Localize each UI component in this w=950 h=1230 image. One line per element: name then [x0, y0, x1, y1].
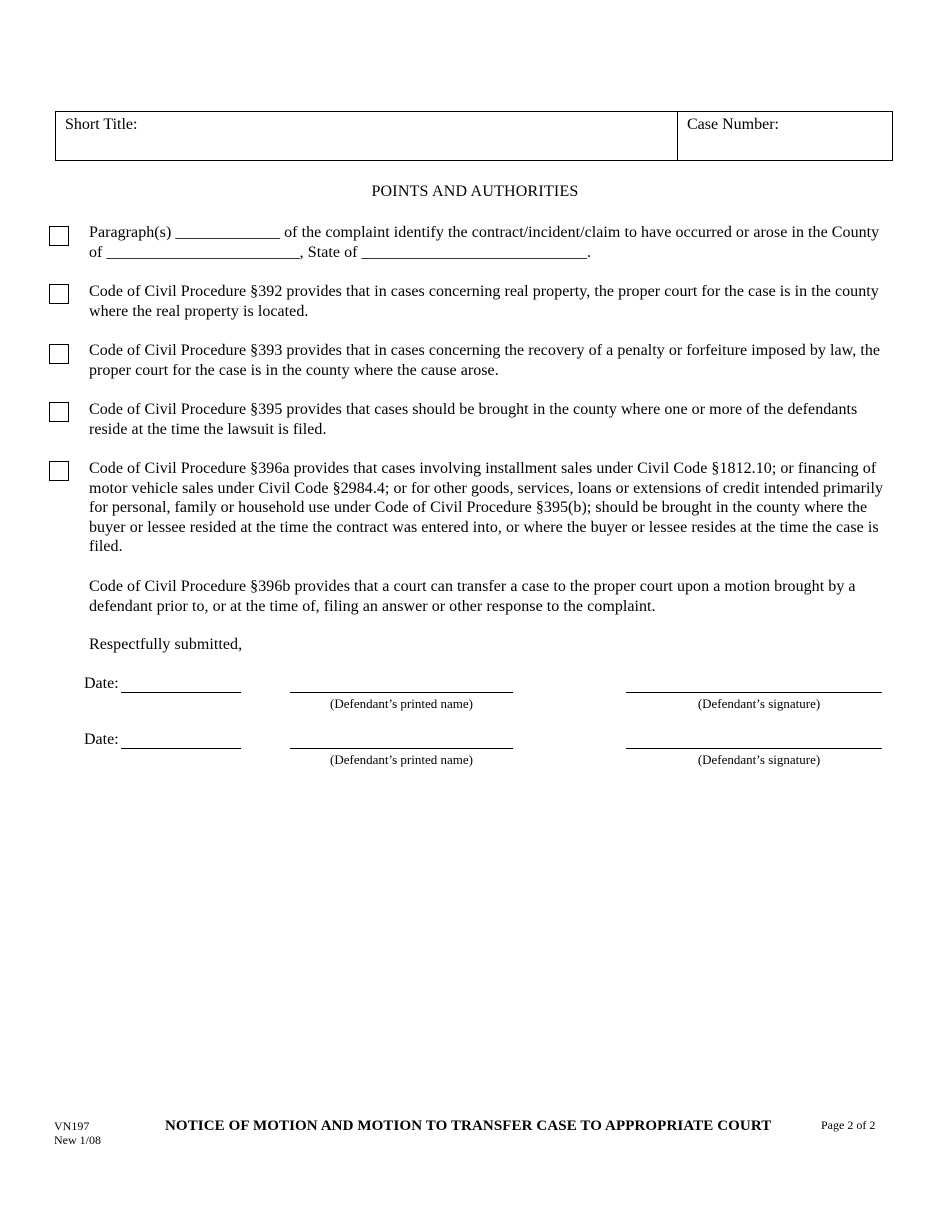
case-header-table [55, 111, 893, 161]
item-ccp-396a-text: Code of Civil Procedure §396a provides that cases involving installment sales under Civil Code §1812.10; or financing of motor vehicle sales under Civil Code §2984.4; or for other goods, services, loans or extensions of credit intended primarily for personal, family or household use under Code of Civil Procedure §395(b); should be brought in the county where the buyer or lessee resided at the time the contract was entered into, or where the buyer or lessee resides at the time the case is filed. [89, 460, 884, 556]
item-paragraphs-text: Paragraph(s) _____________ of the complaint identify the contract/incident/claim to have occurred or arose in the County of ________________________, State of ____________________________. [89, 224, 880, 261]
printed-name-caption: (Defendant’s printed name) [330, 752, 473, 767]
date-field[interactable] [121, 692, 241, 693]
date-label: Date: [84, 731, 119, 748]
printed-name-field[interactable] [290, 748, 513, 749]
printed-name-caption: (Defendant’s printed name) [330, 696, 473, 711]
signature-caption: (Defendant’s signature) [697, 696, 821, 711]
signature-row [0, 731, 950, 771]
short-title-label: Short Title: [65, 116, 138, 133]
checkbox-paragraphs[interactable] [49, 226, 69, 246]
item-ccp-393-text: Code of Civil Procedure §393 provides that in cases concerning the recovery of a penalty or forfeiture imposed by law, the proper court for the case is in the county where the cause arose. [89, 342, 881, 379]
short-title-field[interactable] [56, 112, 678, 160]
checkbox-ccp-393[interactable] [49, 344, 69, 364]
case-number-field[interactable] [678, 112, 892, 160]
checkbox-ccp-396a[interactable] [49, 461, 69, 481]
note-ccp-396b: Code of Civil Procedure §396b provides that a court can transfer a case to the proper court upon a motion brought by a defendant prior to, or at the time of, filing an answer or other response to the complaint. [89, 578, 856, 615]
date-field[interactable] [121, 748, 241, 749]
section-title: POINTS AND AUTHORITIES [371, 183, 579, 200]
form-identifier [54, 1119, 101, 1147]
signature-field[interactable] [626, 692, 882, 693]
item-ccp-392-text: Code of Civil Procedure §392 provides that in cases concerning real property, the proper court for the case is in the county where the real property is located. [89, 283, 879, 320]
date-label: Date: [84, 675, 119, 692]
case-number-label: Case Number: [687, 116, 779, 133]
item-ccp-395-text: Code of Civil Procedure §395 provides that cases should be brought in the county where one or more of the defendants reside at the time the lawsuit is filed. [89, 401, 858, 438]
printed-name-field[interactable] [290, 692, 513, 693]
signature-row [0, 675, 950, 715]
page-number: Page 2 of 2 [821, 1118, 876, 1132]
closing-text: Respectfully submitted, [89, 636, 243, 653]
checkbox-ccp-392[interactable] [49, 284, 69, 304]
form-revision: New 1/08 [54, 1133, 101, 1147]
signature-field[interactable] [626, 748, 882, 749]
checkbox-ccp-395[interactable] [49, 402, 69, 422]
form-number: VN197 [54, 1119, 90, 1133]
footer-title: NOTICE OF MOTION AND MOTION TO TRANSFER CASE TO APPROPRIATE COURT [165, 1118, 772, 1134]
signature-caption: (Defendant’s signature) [697, 752, 821, 767]
